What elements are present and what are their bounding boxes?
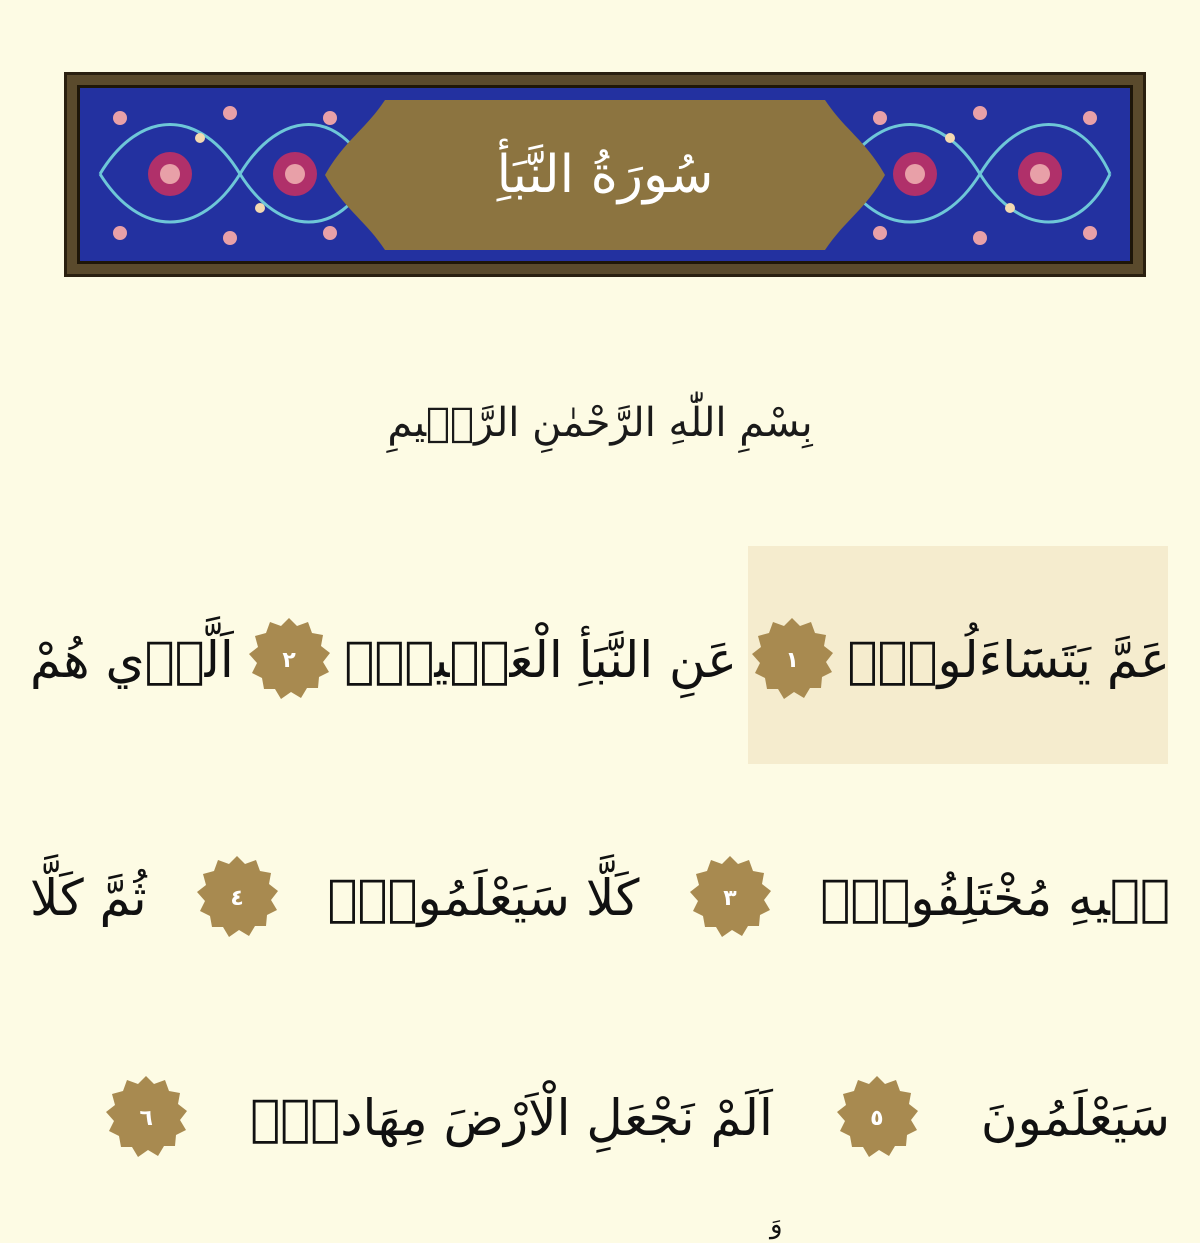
ayah-marker-1[interactable]: ١ xyxy=(748,616,836,704)
verse-4-text[interactable]: كَلَّا سَيَعْلَمُونَۙ xyxy=(327,869,640,927)
ayah-marker-5[interactable]: ٥ xyxy=(833,1074,921,1162)
sura-title: سُورَةُ النَّبَأِ xyxy=(496,144,714,205)
ayah-marker-6[interactable]: ٦ xyxy=(102,1074,190,1162)
verse-line-1 xyxy=(30,600,1170,720)
header-ornament-panel xyxy=(77,85,1133,264)
title-cartouche xyxy=(325,100,885,250)
verse-3-text-start[interactable]: اَلَّذ۪ي هُمْ xyxy=(30,631,234,689)
ayah-marker-3[interactable]: ٣ xyxy=(686,854,774,942)
next-line-partial: وَ xyxy=(770,1210,783,1240)
verse-5-text-end[interactable]: سَيَعْلَمُونَ xyxy=(980,1089,1170,1147)
verse-1-text[interactable]: عَمَّ يَتَسَٓاءَلُونَۚ xyxy=(847,631,1170,689)
ayah-marker-4[interactable]: ٤ xyxy=(193,854,281,942)
basmala: بِسْمِ اللّٰهِ الرَّحْمٰنِ الرَّج۪يمِ xyxy=(387,400,813,446)
verse-line-3 xyxy=(30,1058,1170,1178)
verse-line-2 xyxy=(30,838,1170,958)
verse-6-text[interactable]: اَلَمْ نَجْعَلِ الْاَرْضَ مِهَاداًۙ xyxy=(250,1089,773,1147)
verse-3-text-end[interactable]: ف۪يهِ مُخْتَلِفُونَۜ xyxy=(820,869,1170,927)
verse-5-text-start[interactable]: ثُمَّ كَلَّا xyxy=(30,869,147,927)
sura-header-banner xyxy=(64,72,1146,277)
ayah-marker-2[interactable]: ٢ xyxy=(245,616,333,704)
verse-2-text[interactable]: عَنِ النَّبَأِ الْعَظ۪يمِۙ xyxy=(344,631,737,689)
